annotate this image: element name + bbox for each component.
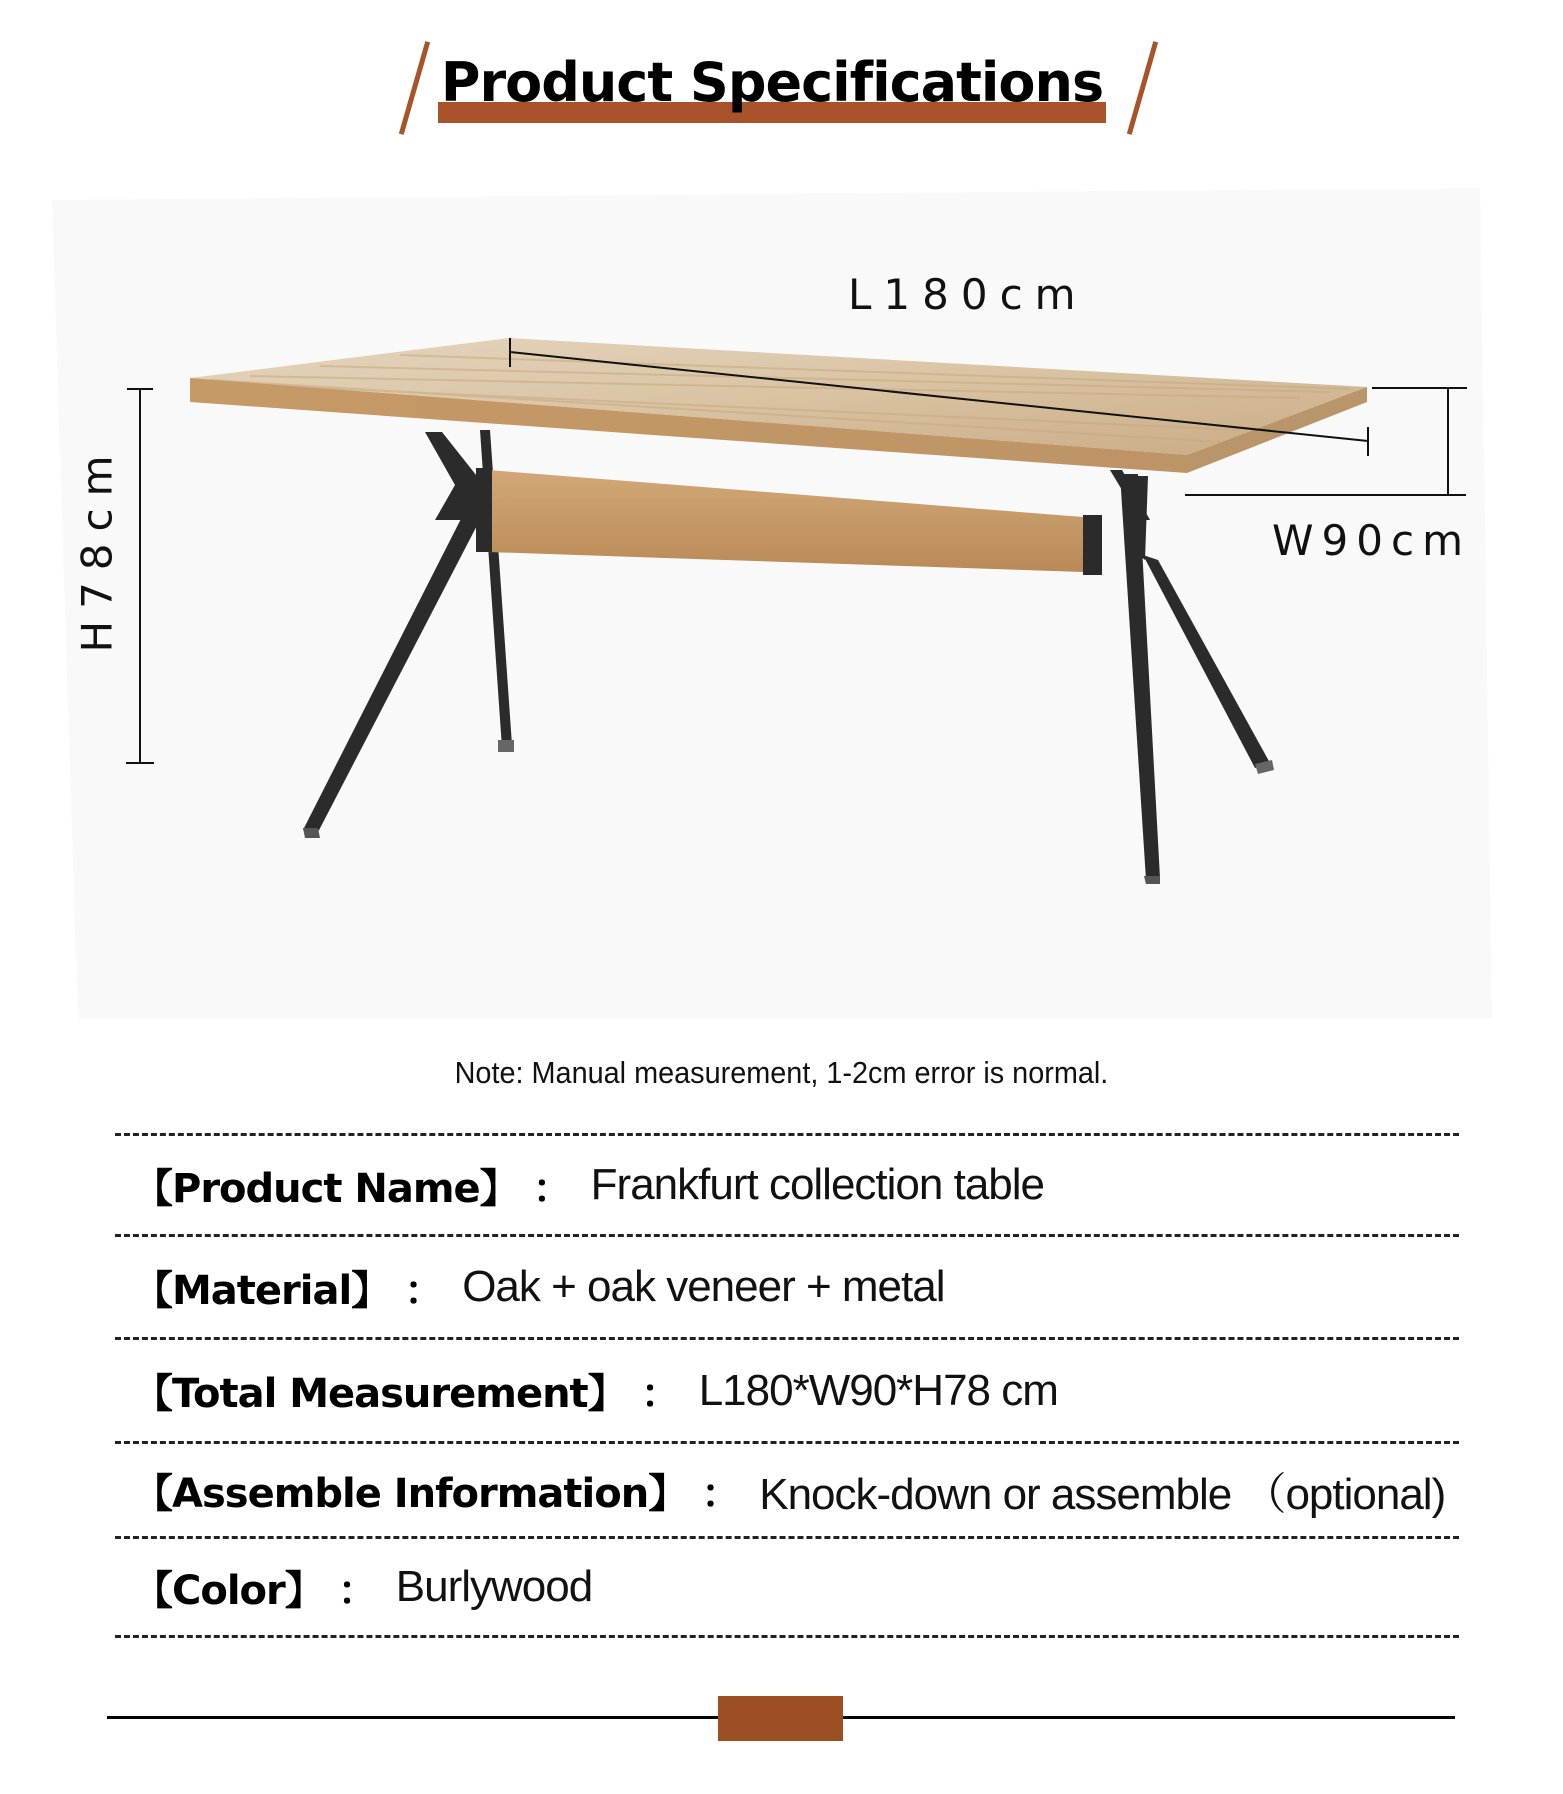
spec-row-assemble-information	[115, 1441, 1459, 1536]
page-title: Product Specifications	[440, 51, 1104, 114]
spec-separator: ：	[532, 1165, 573, 1212]
measurement-note: Note: Manual measurement, 1-2cm error is normal.	[454, 1055, 1109, 1090]
spec-value: Knock-down or assemble （optional)	[759, 1470, 1446, 1519]
spec-key: 【Total Measurement】	[133, 1371, 627, 1417]
spec-value: Burlywood	[395, 1562, 593, 1611]
product-photo	[52, 188, 1492, 1018]
table-illustration	[52, 188, 1492, 1018]
spec-separator: ：	[640, 1371, 681, 1417]
title-slash-left-decoration	[399, 41, 430, 135]
spec-key: 【Color】	[133, 1567, 324, 1614]
spec-key: 【Material】	[133, 1267, 391, 1314]
height-dimension-label: H78cm	[72, 443, 122, 653]
footer-accent-block	[718, 1696, 843, 1741]
spec-row-material	[115, 1234, 1459, 1337]
spec-key: 【Assemble Information】	[133, 1470, 688, 1517]
spec-list	[115, 1133, 1459, 1638]
spec-row-product-name	[115, 1133, 1459, 1234]
spec-value: Oak + oak veneer + metal	[462, 1262, 945, 1311]
spec-separator: ：	[337, 1567, 378, 1614]
spec-separator: ：	[404, 1267, 445, 1314]
spec-row-total-measurement	[115, 1337, 1459, 1441]
spec-row-color	[115, 1536, 1459, 1638]
spec-separator: ：	[701, 1470, 742, 1517]
length-dimension-label: L180cm	[848, 270, 1088, 319]
title-slash-right-decoration	[1127, 41, 1158, 135]
spec-value: Frankfurt collection table	[590, 1160, 1045, 1209]
spec-key: 【Product Name】	[133, 1165, 519, 1212]
spec-value: L180*W90*H78 cm	[698, 1365, 1058, 1415]
width-dimension-label: W90cm	[1272, 516, 1471, 565]
